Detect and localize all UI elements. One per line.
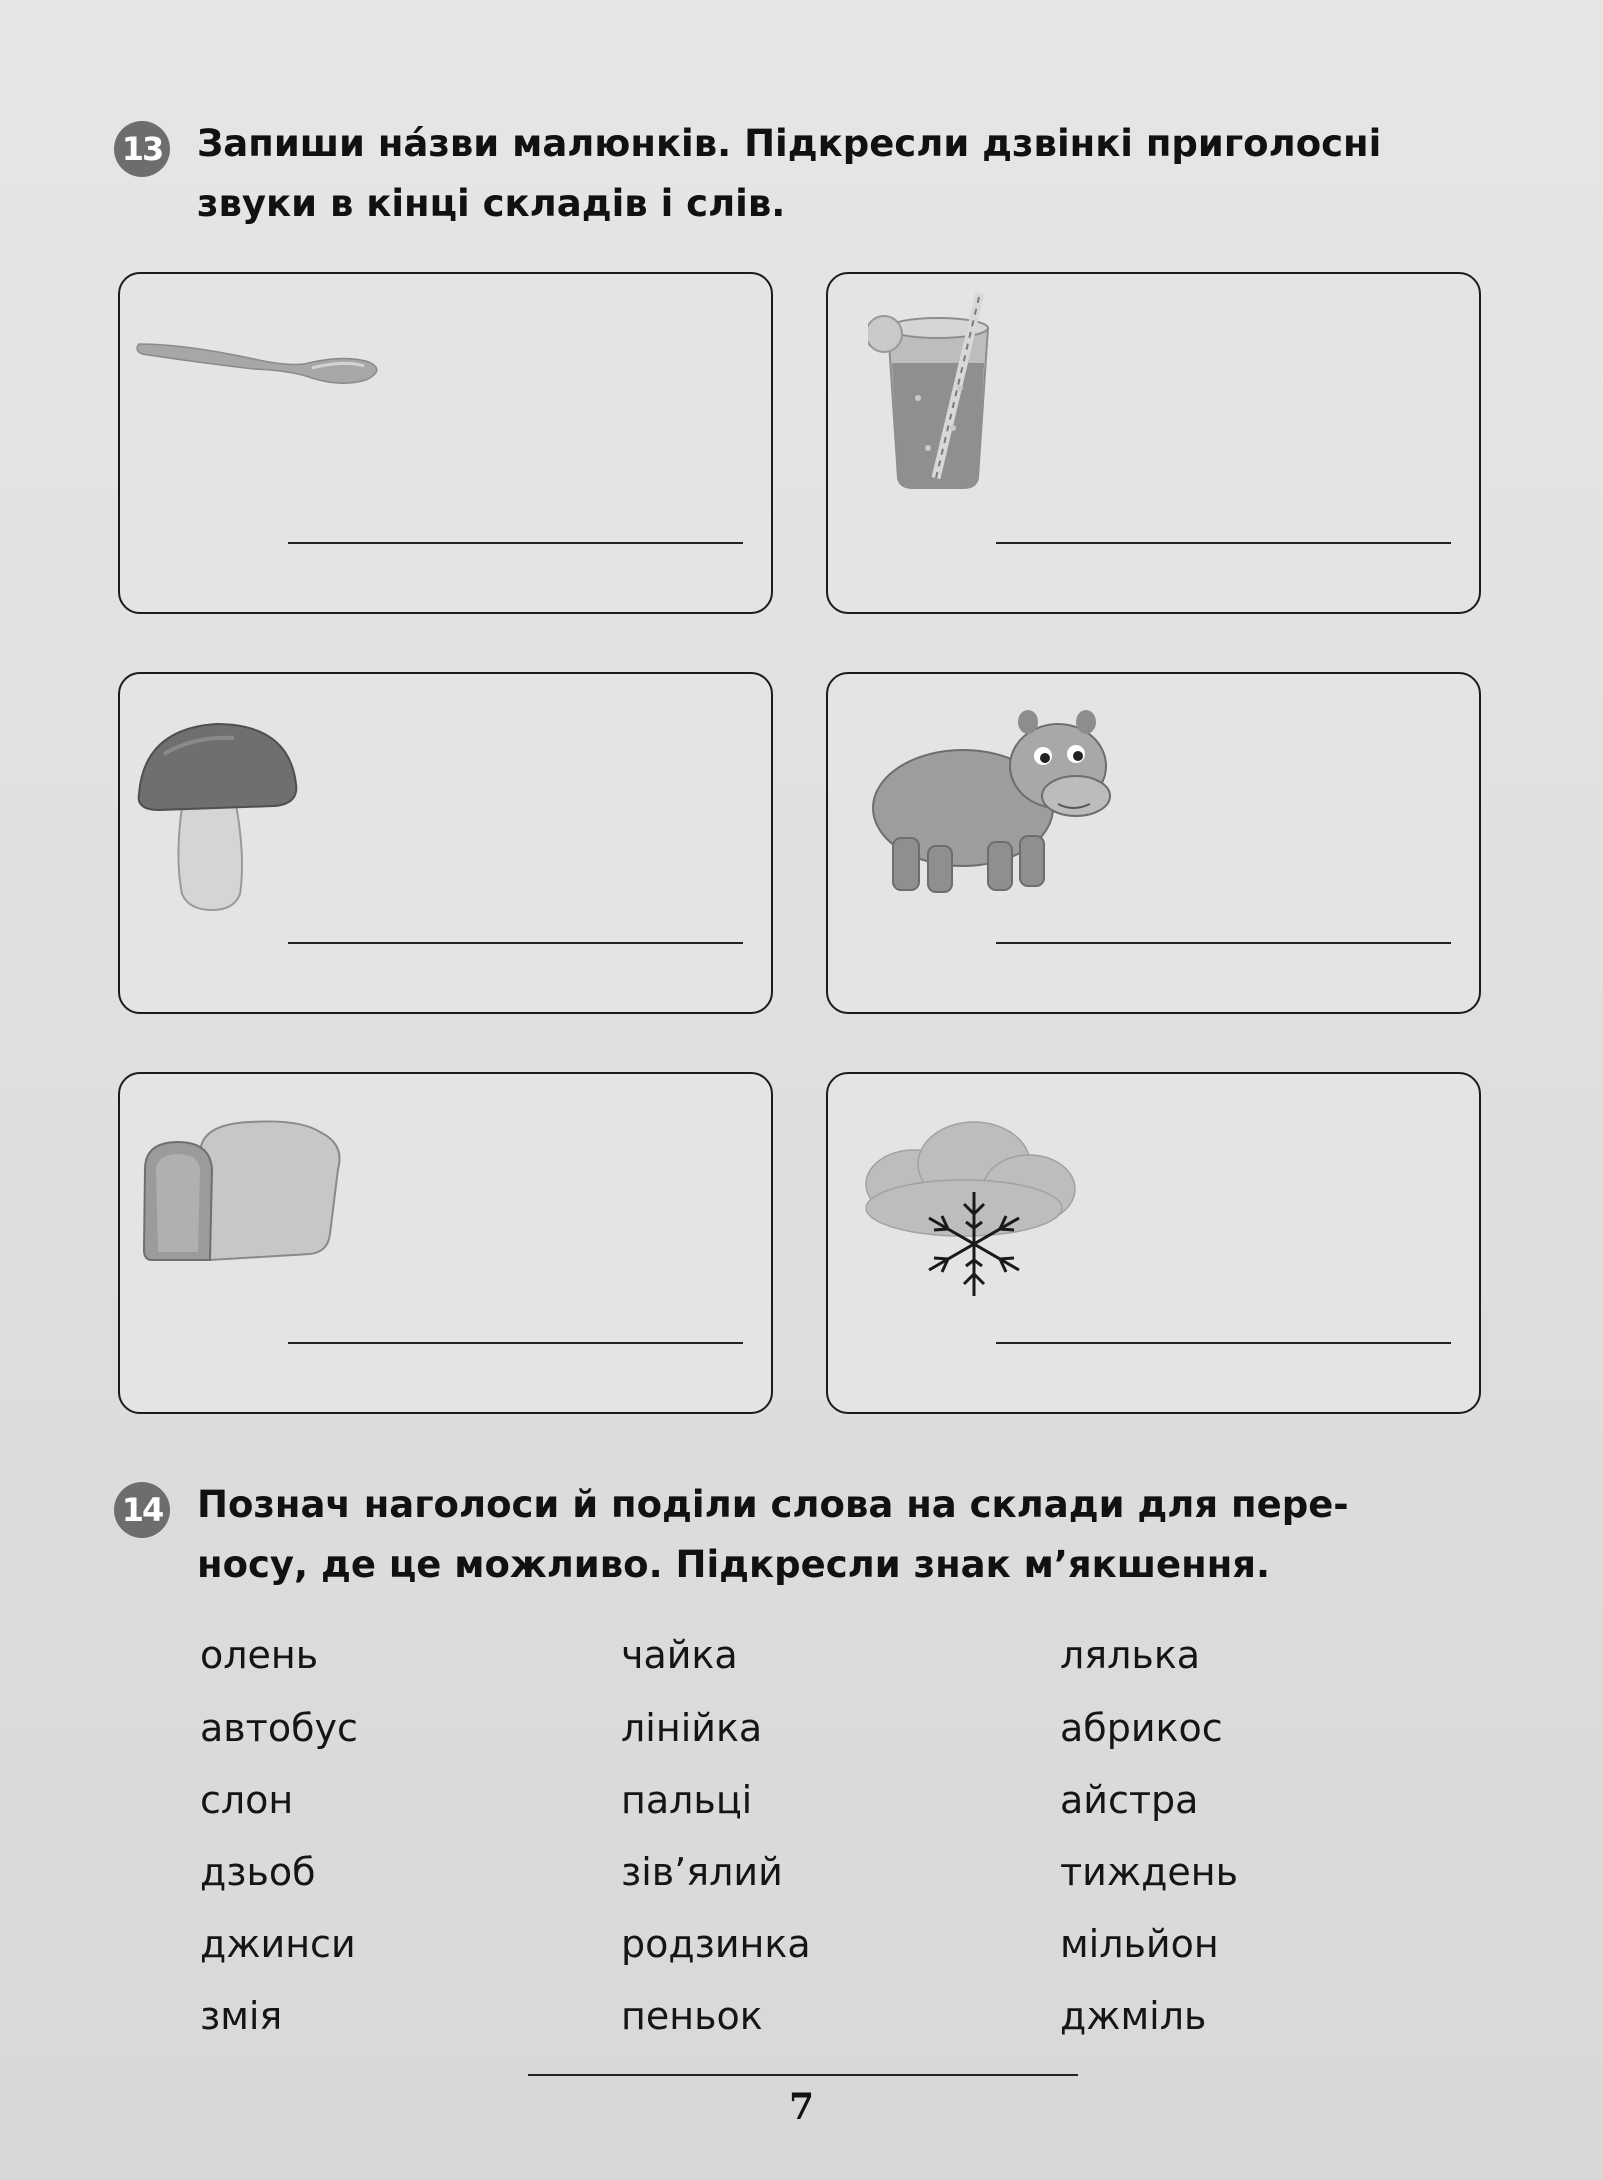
task-14-line-2: носу, де це можливо. Підкресли знак м’якшення. (197, 1543, 1271, 1586)
spoon-icon (134, 314, 384, 394)
picture-card-3 (118, 672, 773, 1014)
picture-card-2 (826, 272, 1481, 614)
word-item: мільйон (1060, 1922, 1219, 1966)
task-13-number: 13 (114, 121, 170, 177)
word-item: пальці (621, 1778, 753, 1822)
page-number: 7 (788, 2086, 815, 2128)
footer-rule (528, 2074, 1078, 2076)
task-13-line-2: звуки в кінці складів і слів. (197, 182, 786, 225)
answer-line-2[interactable] (996, 542, 1451, 544)
answer-line-5[interactable] (288, 1342, 743, 1344)
word-item: родзинка (621, 1922, 811, 1966)
bread-icon (140, 1114, 350, 1264)
glass-of-juice-icon (868, 288, 1018, 498)
word-item: лялька (1060, 1633, 1201, 1677)
word-item: зів’ялий (621, 1850, 783, 1894)
word-item: джміль (1060, 1994, 1207, 2038)
task-14-instruction (197, 1475, 1349, 1595)
answer-line-6[interactable] (996, 1342, 1451, 1344)
task-14-number: 14 (114, 1482, 170, 1538)
answer-line-1[interactable] (288, 542, 743, 544)
picture-card-6 (826, 1072, 1481, 1414)
task-14-line-1: Познач наголоси й поділи слова на склади для пере- (197, 1483, 1349, 1526)
word-item: тиждень (1060, 1850, 1238, 1894)
picture-card-1 (118, 272, 773, 614)
task-13-line-1: Запиши на́зви малюнків. Підкресли дзвінкі приголосні (197, 122, 1382, 165)
task-13-instruction (197, 114, 1381, 234)
word-item: змія (200, 1994, 283, 2038)
word-item: автобус (200, 1706, 358, 1750)
word-item: джинси (200, 1922, 356, 1966)
hippo-icon (858, 708, 1118, 898)
word-item: лінійка (621, 1706, 763, 1750)
picture-card-5 (118, 1072, 773, 1414)
word-item: чайка (621, 1633, 738, 1677)
snow-cloud-icon (844, 1104, 1094, 1304)
word-item: дзьоб (200, 1850, 316, 1894)
word-item: абрикос (1060, 1706, 1223, 1750)
answer-line-3[interactable] (288, 942, 743, 944)
mushroom-icon (134, 714, 304, 914)
picture-card-4 (826, 672, 1481, 1014)
answer-line-4[interactable] (996, 942, 1451, 944)
word-item: айстра (1060, 1778, 1199, 1822)
word-item: пеньок (621, 1994, 763, 2038)
word-item: слон (200, 1778, 294, 1822)
word-item: олень (200, 1633, 319, 1677)
